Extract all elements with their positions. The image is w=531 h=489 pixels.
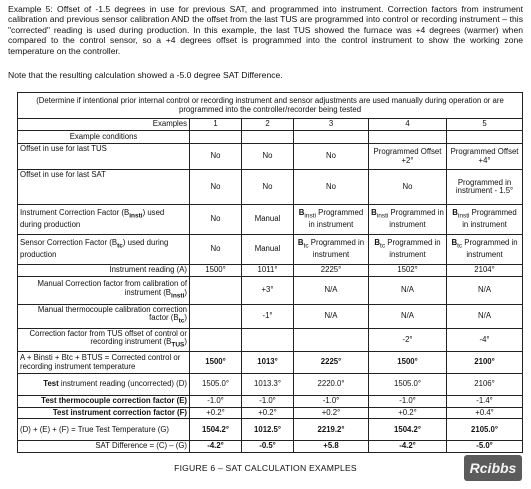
table-cell xyxy=(294,328,369,352)
table-cell: Programmed Offset +4° xyxy=(447,144,523,170)
row-label: Test thermocouple correction factor (E) xyxy=(18,396,190,408)
table-cell: No xyxy=(190,170,242,205)
row-label: A + Binsti + Btc + BTUS = Corrected control or recording instrument temperature xyxy=(18,352,190,374)
table-row xyxy=(18,144,523,170)
table-cell: N/A xyxy=(294,276,369,304)
row-label: Offset in use for last TUS xyxy=(18,144,190,170)
table-cell: No xyxy=(190,144,242,170)
table-cell: 1504.2° xyxy=(369,419,447,441)
table-cell: 2105.0° xyxy=(447,419,523,441)
table-cell: $B_{tc}$ Programmed in instrument xyxy=(447,235,523,265)
table-cell: 1012.5° xyxy=(242,419,294,441)
table-row xyxy=(18,441,523,453)
table-cell: 1502° xyxy=(369,265,447,277)
row-label: Sensor Correction Factor $(B_{tc})$ used during production xyxy=(18,235,190,265)
table-header-row xyxy=(18,119,523,131)
table-cell: 2106° xyxy=(447,374,523,396)
table-cell: No xyxy=(294,170,369,205)
row-label: Manual thermocouple calibration correction factor $(B_{tc})$ xyxy=(18,304,190,328)
table-cell: -1.0° xyxy=(369,396,447,408)
table-cell: No xyxy=(242,170,294,205)
table-cell: -5.0° xyxy=(447,441,523,453)
table-cell: Programmed Offset +2° xyxy=(369,144,447,170)
table-cell: 1500° xyxy=(190,265,242,277)
table-cell: -4.2° xyxy=(190,441,242,453)
intro-line: recording instrument – this "corrected" reading is used during production. In this example, the last TUS showed the xyxy=(8,14,524,35)
table-cell: 1504.2° xyxy=(190,419,242,441)
row-label: Offset in use for last SAT xyxy=(18,170,190,205)
table-caption: (Determine if intentional prior internal control or recording instrument and sensor adjustments are used manually during operation or are programmed into the controller/recorder being tested xyxy=(18,93,523,119)
table-cell: 1505.0° xyxy=(369,374,447,396)
table-cell: 1013.3° xyxy=(242,374,294,396)
example-conditions-label: Example conditions xyxy=(18,130,190,144)
table-row xyxy=(18,396,523,408)
row-label: Correction factor from TUS offset of control or recording instrument $(B_{TUS})$ xyxy=(18,328,190,352)
table-cell: No xyxy=(242,144,294,170)
table-cell: -4.2° xyxy=(369,441,447,453)
table-cell: N/A xyxy=(447,304,523,328)
table-row xyxy=(18,235,523,265)
table-cell xyxy=(242,328,294,352)
table-cell: -1.0° xyxy=(190,396,242,408)
table-cell: 1013° xyxy=(242,352,294,374)
table-cell: 2104° xyxy=(447,265,523,277)
intro-line: furnace was +4 degrees (warmer) when compared to the control sensor, so a +4 degrees offset is programmed into the xyxy=(8,24,523,46)
watermark-logo: Rcibbs xyxy=(464,455,522,481)
table-row xyxy=(18,328,523,352)
table-cell: +0.2° xyxy=(369,407,447,419)
row-label: SAT Difference = (C) – (G) xyxy=(18,441,190,453)
intro-line: instrument calibration and previous sensor calibration AND the offset from the last TUS are programmed into control or xyxy=(8,4,524,25)
row-label: Instrument reading (A) xyxy=(18,265,190,277)
table-cell: 2220.0° xyxy=(294,374,369,396)
table-cell: N/A xyxy=(369,304,447,328)
row-label: Manual Correction factor from calibration of instrument $(B_{insti})$ xyxy=(18,276,190,304)
table-row xyxy=(18,352,523,374)
figure-caption: FIGURE 6 – SAT CALCULATION EXAMPLES xyxy=(174,463,357,473)
header-col: 3 xyxy=(294,119,369,131)
table-cell xyxy=(190,328,242,352)
table-cell: 2225° xyxy=(294,352,369,374)
table-cell: +5.8 xyxy=(294,441,369,453)
table-cell: -0.5° xyxy=(242,441,294,453)
table-cell: No xyxy=(190,205,242,235)
table-cell: +3° xyxy=(242,276,294,304)
table-cell: Manual xyxy=(242,205,294,235)
row-label: Instrument Correction Factor $(B_{insti})$ used during production xyxy=(18,205,190,235)
table-cell: 2219.2° xyxy=(294,419,369,441)
table-cell: Programmed in instrument - 1.5° xyxy=(447,170,523,205)
table-cell: 1505.0° xyxy=(190,374,242,396)
header-col: 1 xyxy=(190,119,242,131)
table-cell: $B_{insti}$ Programmed in instrument xyxy=(369,205,447,235)
table-caption-row xyxy=(18,93,523,119)
table-cell xyxy=(190,276,242,304)
table-cell: -1.0° xyxy=(294,396,369,408)
table-cell: -1° xyxy=(242,304,294,328)
table-cell: -1.4° xyxy=(447,396,523,408)
note-text: Note that the resulting calculation showed a -5.0 degree SAT Difference. xyxy=(8,70,283,80)
sat-calculation-table xyxy=(17,92,523,453)
table-cell: N/A xyxy=(447,276,523,304)
header-col: 4 xyxy=(369,119,447,131)
table-cell: 2100° xyxy=(447,352,523,374)
intro-paragraph xyxy=(8,4,523,56)
table-cell: +0.2° xyxy=(242,407,294,419)
table-cell: No xyxy=(369,170,447,205)
table-cell: $B_{tc}$ Programmed in instrument xyxy=(369,235,447,265)
table-cell: +0.4° xyxy=(447,407,523,419)
table-cell: -4° xyxy=(447,328,523,352)
table-row xyxy=(18,265,523,277)
table-row xyxy=(18,170,523,205)
table-cell: $B_{tc}$ Programmed in instrument xyxy=(294,235,369,265)
row-label: Test instrument correction factor (F) xyxy=(18,407,190,419)
header-col: 5 xyxy=(447,119,523,131)
table-cell: 1011° xyxy=(242,265,294,277)
table-row xyxy=(18,276,523,304)
table-cell: N/A xyxy=(369,276,447,304)
table-cell: No xyxy=(294,144,369,170)
table-cell: 1500° xyxy=(190,352,242,374)
table-cell: No xyxy=(190,235,242,265)
intro-line: control instrument to show the working zone temperature on the controller. xyxy=(8,35,524,56)
table-cell: -2° xyxy=(369,328,447,352)
table-cell: 2225° xyxy=(294,265,369,277)
header-col: 2 xyxy=(242,119,294,131)
table-row xyxy=(18,419,523,441)
table-row xyxy=(18,304,523,328)
table-row xyxy=(18,374,523,396)
header-label: Examples xyxy=(18,119,190,131)
table-cell xyxy=(190,304,242,328)
table-row xyxy=(18,130,523,144)
row-label: (D) + (E) + (F) = True Test Temperature (G) xyxy=(18,419,190,441)
table-cell: Manual xyxy=(242,235,294,265)
table-cell: 1500° xyxy=(369,352,447,374)
table-cell: $B_{insti}$ Programmed in instrument xyxy=(294,205,369,235)
table-cell: +0.2° xyxy=(294,407,369,419)
table-cell: $B_{insti}$ Programmed in instrument xyxy=(447,205,523,235)
table-cell: N/A xyxy=(294,304,369,328)
intro-line: Example 5: Offset of -1.5 degrees in use for previous SAT, and programmed into instrument. Correction factors from xyxy=(8,4,479,14)
table-row xyxy=(18,407,523,419)
table-row xyxy=(18,205,523,235)
table-cell: -1.0° xyxy=(242,396,294,408)
row-label: Test instrument reading (uncorrected) (D) xyxy=(18,374,190,396)
table-cell: +0.2° xyxy=(190,407,242,419)
